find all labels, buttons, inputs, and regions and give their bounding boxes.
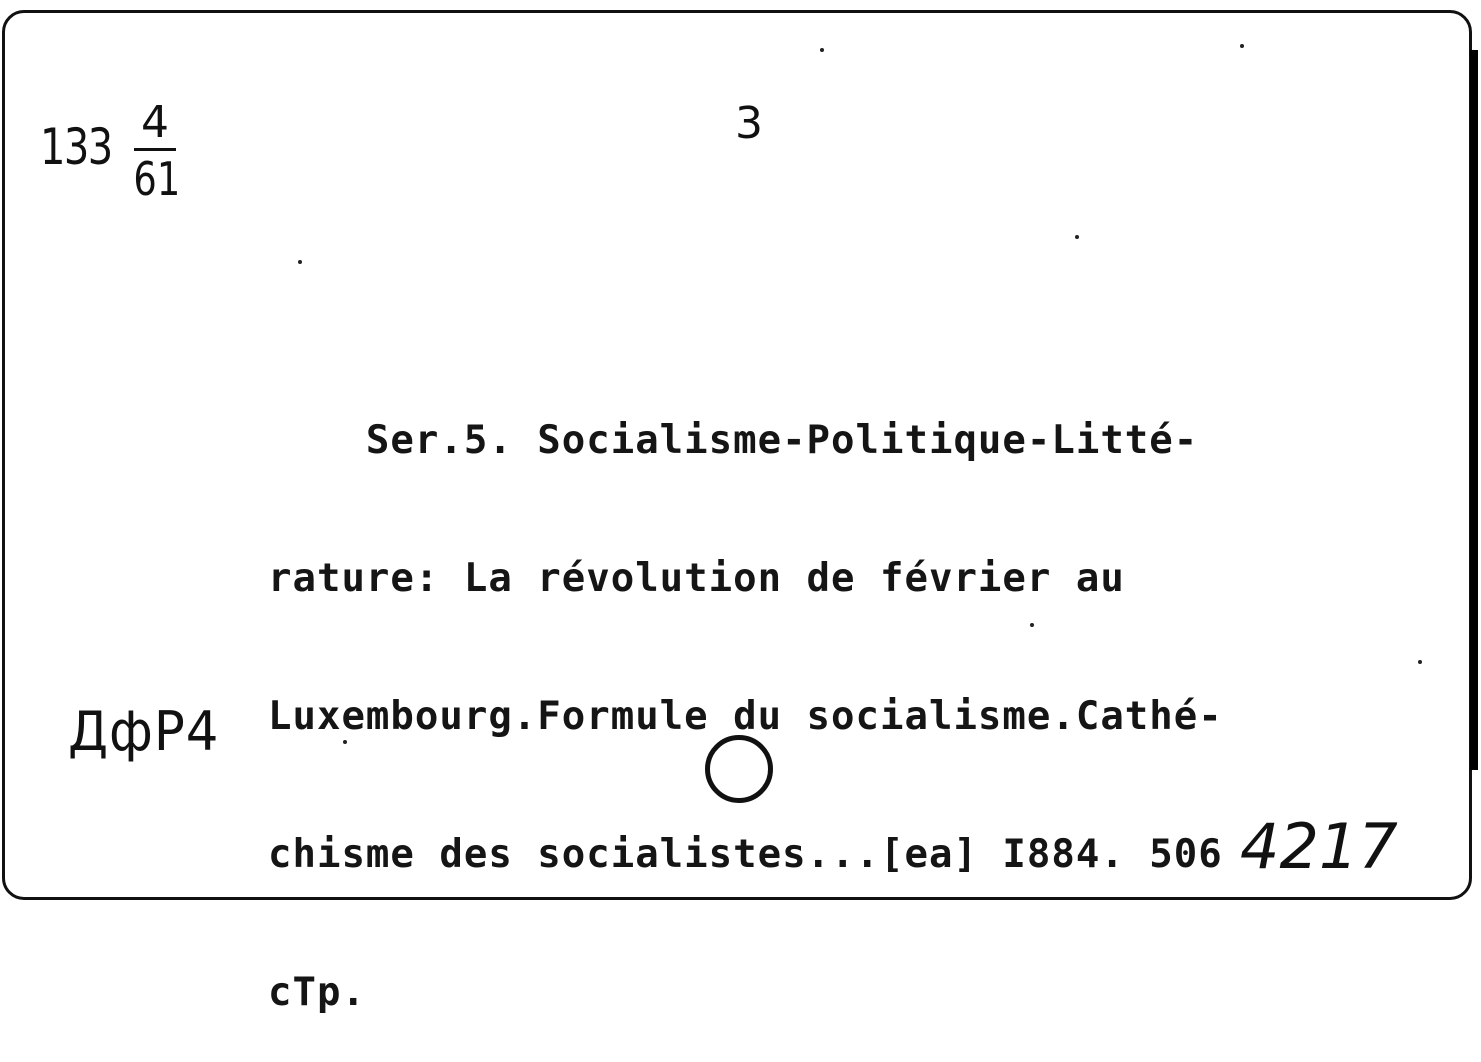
speck — [298, 260, 302, 264]
bibliographic-entry — [268, 326, 1468, 1062]
speck — [1030, 623, 1034, 627]
entry-line: Luxembourg.Formule du socialisme.Cathé- — [268, 694, 1223, 739]
entry-line: rature: La révolution de février au — [268, 556, 1125, 601]
speck — [343, 740, 347, 744]
speck — [1418, 660, 1422, 664]
call-number-fraction-top: 4 — [141, 97, 169, 148]
location-code: ДфР4 — [68, 700, 220, 763]
call-number-fraction — [128, 97, 182, 206]
entry-line: Ser.5. Socialisme-Politique-Litté- — [268, 418, 1199, 463]
call-number-fraction-bottom: 61 — [133, 152, 181, 206]
card-edge-shadow — [1470, 50, 1478, 770]
call-number-main: 133 — [40, 118, 112, 176]
accession-number: 4217 — [1240, 810, 1398, 883]
speck — [1240, 44, 1244, 48]
entry-line: chisme des socialistes...[ea] I884. 506 — [268, 832, 1223, 877]
speck — [820, 48, 824, 52]
entry-line: cTp. — [268, 970, 366, 1015]
card-number: 3 — [735, 98, 763, 149]
speck — [1075, 235, 1079, 239]
punch-hole — [705, 735, 773, 803]
fraction-bar — [134, 148, 176, 151]
